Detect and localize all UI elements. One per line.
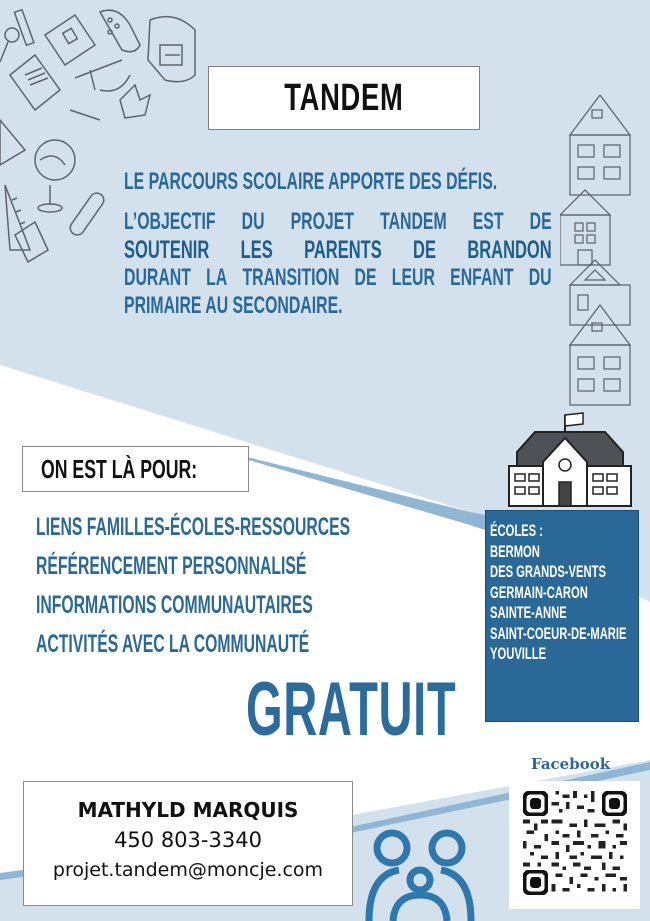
contact-card xyxy=(23,781,353,906)
word: L’OBJECTIF xyxy=(124,208,216,235)
family-icon xyxy=(365,820,475,921)
objective-line-3 xyxy=(124,264,552,292)
service-item: LIENS FAMILLES-ÉCOLES-RESSOURCES xyxy=(36,513,351,541)
school-building-icon xyxy=(505,410,635,510)
qr-code-icon xyxy=(523,789,627,897)
word: LA xyxy=(206,264,228,291)
word: DE xyxy=(354,264,377,291)
objective-line-2 xyxy=(124,236,552,264)
word: TANDEM xyxy=(380,208,447,235)
services-list xyxy=(36,512,535,668)
contact-phone[interactable]: 450 803-3340 xyxy=(114,828,262,852)
service-item: ACTIVITÉS AVEC LA COMMUNAUTÉ xyxy=(36,630,310,658)
school-item: BERMON xyxy=(490,541,540,561)
contact-name: MATHYLD MARQUIS xyxy=(77,798,299,822)
word: BRANDON xyxy=(467,236,552,264)
word: DE xyxy=(413,236,436,264)
schools-box xyxy=(485,510,639,722)
school-item: YOUVILLE xyxy=(490,644,547,663)
title-box xyxy=(208,66,480,130)
houses-illustration xyxy=(560,95,650,415)
word: TRANSITION xyxy=(242,264,340,291)
contact-email[interactable]: projet.tandem@moncje.com xyxy=(52,859,324,881)
word: EST xyxy=(472,208,504,235)
word: PARENTS xyxy=(304,236,382,264)
intro-section xyxy=(124,168,552,320)
school-item: SAINTE-ANNE xyxy=(490,603,567,622)
word: LEUR xyxy=(391,264,435,291)
word: SOUTENIR xyxy=(124,236,210,264)
word: DU xyxy=(241,208,265,235)
service-item: RÉFÉRENCEMENT PERSONNALISÉ xyxy=(36,552,307,580)
word: PROJET xyxy=(290,208,354,235)
services-heading: ON EST LÀ POUR: xyxy=(41,453,198,484)
word: DURANT xyxy=(124,264,191,291)
schools-heading: ÉCOLES : xyxy=(490,521,543,540)
objective-last-line: PRIMAIRE AU SECONDAIRE. xyxy=(124,292,343,319)
intro-lead: LE PARCOURS SCOLAIRE APPORTE DES DÉFIS. xyxy=(124,168,498,195)
word: DU xyxy=(528,264,552,291)
free-label: GRATUIT xyxy=(246,667,457,752)
school-item: DES GRANDS-VENTS xyxy=(490,562,606,581)
objective-line-1 xyxy=(124,208,552,236)
word: ENFANT xyxy=(450,264,514,291)
page-title: TANDEM xyxy=(284,76,404,119)
school-item: GERMAIN-CARON xyxy=(490,582,588,602)
service-item: INFORMATIONS COMMUNAUTAIRES xyxy=(36,591,313,619)
word: DE xyxy=(529,208,552,235)
school-item: SAINT-COEUR-DE-MARIE xyxy=(490,623,627,643)
facebook-label[interactable]: Facebook xyxy=(531,755,611,773)
word: LES xyxy=(240,236,273,264)
services-heading-box xyxy=(22,446,249,492)
facebook-qr-code[interactable] xyxy=(509,781,640,909)
